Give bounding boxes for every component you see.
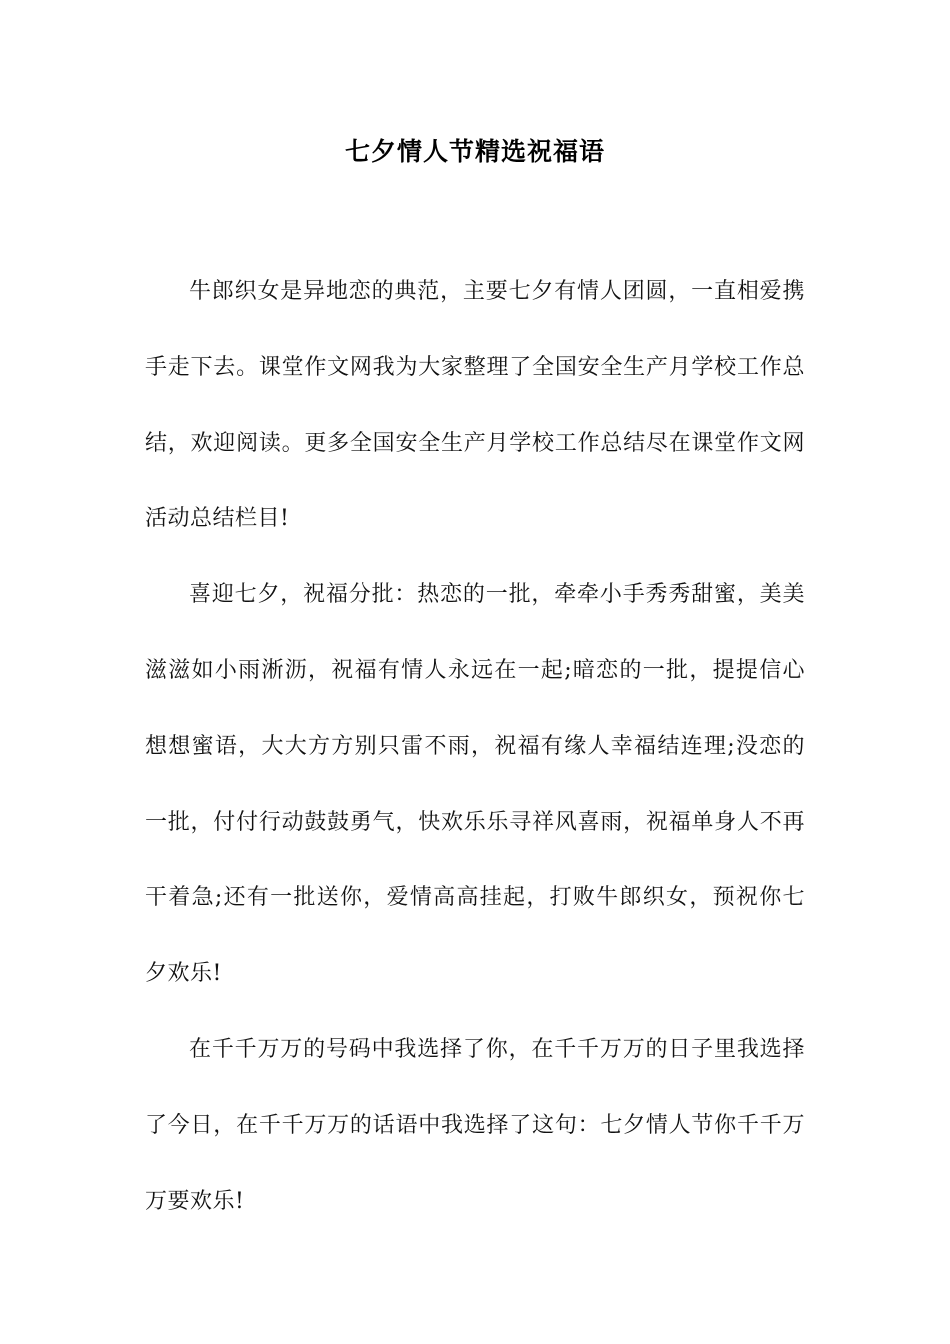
paragraph-blessings: 喜迎七夕，祝福分批：热恋的一批，牵牵小手秀秀甜蜜，美美滋滋如小雨淅沥，祝福有情人永远在一起;暗恋的一批，提提信心想想蜜语，大大方方别只雷不雨，祝福有缘人幸福结连理;没恋的一批，付付行动鼓鼓勇气，快欢乐乐寻祥风喜雨，祝福单身人不再干着急;还有一批送你，爱情高高挂起，打败牛郎织女，预祝你七夕欢乐!	[145, 582, 805, 987]
paragraph-closing: 在千千万万的号码中我选择了你，在千千万万的日子里我选择了今日，在千千万万的话语中我选择了这句：七夕情人节你千千万万要欢乐!	[145, 1036, 805, 1214]
document-title: 七夕情人节精选祝福语	[344, 137, 605, 166]
document-body	[145, 254, 805, 1239]
paragraph-intro: 牛郎织女是异地恋的典范，主要七夕有情人团圆，一直相爱携手走下去。课堂作文网我为大家整理了全国安全生产月学校工作总结，欢迎阅读。更多全国安全生产月学校工作总结尽在课堂作文网活动总结栏目!	[145, 279, 805, 532]
